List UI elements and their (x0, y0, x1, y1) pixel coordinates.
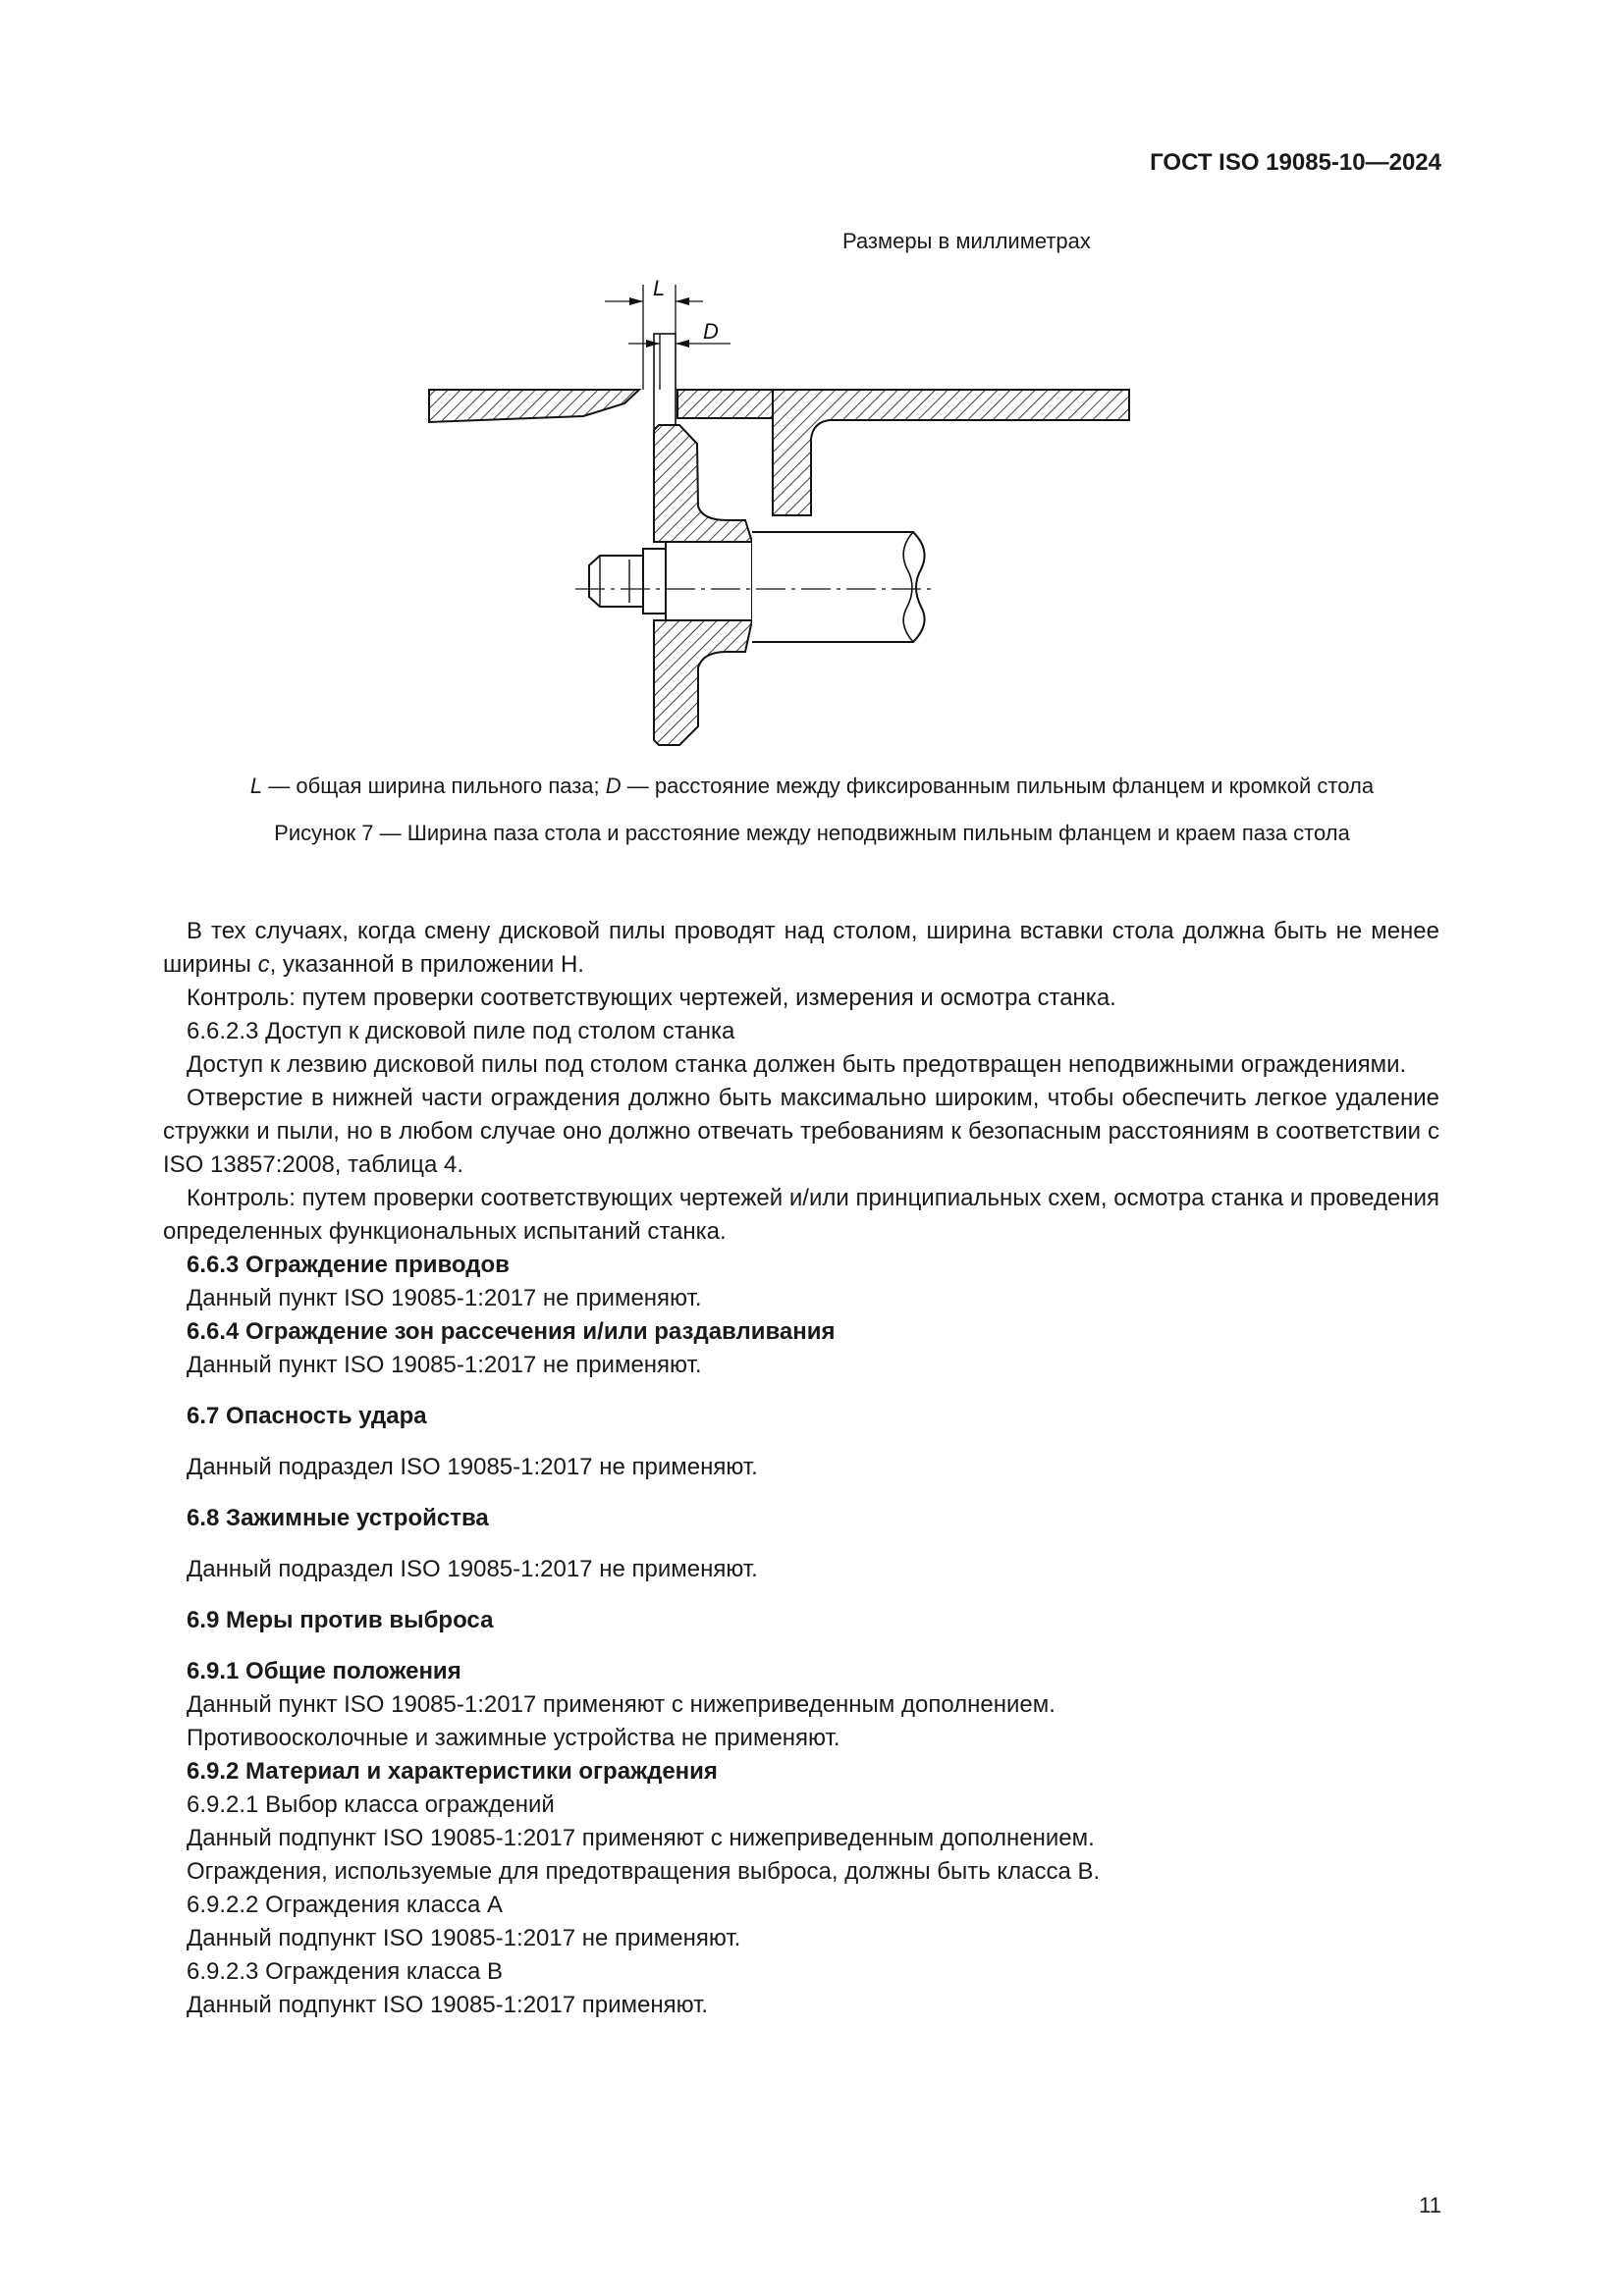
legend-D-symbol: D (605, 774, 622, 798)
subclause-title: 6.6.2.3 Доступ к дисковой пиле под столом станка (187, 1018, 735, 1044)
flange-hub (666, 542, 752, 620)
subclause-title: 6.9.2.3 Ограждения класса В (187, 1958, 504, 1985)
arbor-end (589, 556, 643, 607)
heading-6-7: 6.7 Опасность удара (187, 1403, 427, 1429)
paragraph (163, 915, 1439, 982)
paragraph: Контроль: путем проверки соответствующих чертежей и/или принципиальных схем, осмотра станка и проведения определенных функциональных испытаний станка. (163, 1185, 1439, 1245)
dimension-L-label: L (653, 276, 666, 300)
paragraph: Ограждения, используемые для предотвращения выброса, должны быть класса В. (187, 1858, 1101, 1885)
paragraph: Данный пункт ISO 19085-1:2017 не применяют. (187, 1352, 702, 1378)
paragraph: Данный пункт ISO 19085-1:2017 не применяют. (187, 1285, 702, 1311)
figure-legend (0, 774, 1624, 799)
figure-7-drawing (412, 265, 1159, 766)
figure-caption: Рисунок 7 — Ширина паза стола и расстояние между неподвижным пильным фланцем и краем паза стола (274, 821, 1350, 845)
standard-designation: ГОСТ ISO 19085-10—2024 (1150, 149, 1441, 176)
subclause-title: 6.9.2.2 Ограждения класса А (187, 1892, 504, 1918)
paragraph: Доступ к лезвию дисковой пилы под столом станка должен быть предотвращен неподвижными ограждениями. (187, 1051, 1407, 1078)
heading-6-6-3: 6.6.3 Ограждение приводов (187, 1252, 510, 1278)
paragraph: Данный подпункт ISO 19085-1:2017 применяют с нижеприведенным дополнением. (187, 1825, 1095, 1851)
subclause-title: 6.9.2.1 Выбор класса ограждений (187, 1791, 555, 1818)
fixed-flange-lower (654, 620, 752, 745)
dimension-D-label: D (703, 319, 719, 344)
heading-6-6-4: 6.6.4 Ограждение зон рассечения и/или раздавливания (187, 1318, 836, 1345)
arbor-nut (643, 549, 666, 614)
heading-6-9-1: 6.9.1 Общие положения (187, 1658, 461, 1684)
variable-c: c (257, 951, 270, 978)
paragraph-text: В тех случаях, когда смену дисковой пилы проводят над столом, ширина вставки стола должна быть не менее ширины (163, 918, 1439, 978)
page-number: 11 (1419, 2193, 1441, 2217)
arbor-shaft (752, 532, 925, 642)
paragraph: Данный подраздел ISO 19085-1:2017 не применяют. (187, 1556, 758, 1582)
paragraph: Данный пункт ISO 19085-1:2017 применяют с нижеприведенным дополнением. (187, 1691, 1056, 1718)
legend-L-symbol: L (249, 774, 263, 798)
table-left-part (429, 390, 639, 422)
fixed-flange-upper (654, 425, 752, 542)
legend-D-text: — расстояние между фиксированным пильным фланцем и кромкой стола (621, 774, 1375, 798)
paragraph-text: , указанной в приложении Н. (269, 951, 584, 978)
paragraph: Данный подпункт ISO 19085-1:2017 применяют. (187, 1992, 709, 2018)
saw-blade (654, 334, 676, 428)
legend-L-text: — общая ширина пильного паза; (262, 774, 606, 798)
main-text (163, 915, 1439, 2022)
table-right-part (773, 390, 1129, 515)
paragraph: Противоосколочные и зажимные устройства не применяют. (187, 1725, 840, 1751)
paragraph: Данный подраздел ISO 19085-1:2017 не применяют. (187, 1454, 758, 1480)
heading-6-9: 6.9 Меры против выброса (187, 1607, 494, 1633)
paragraph: Данный подпункт ISO 19085-1:2017 не применяют. (187, 1925, 741, 1951)
paragraph: Контроль: путем проверки соответствующих чертежей, измерения и осмотра станка. (187, 985, 1116, 1011)
figure-units-note: Размеры в миллиметрах (842, 229, 1091, 253)
heading-6-8: 6.8 Зажимные устройства (187, 1505, 489, 1531)
heading-6-9-2: 6.9.2 Материал и характеристики ограждения (187, 1758, 718, 1785)
table-insert (677, 390, 776, 418)
paragraph: Отверстие в нижней части ограждения должно быть максимально широким, чтобы обеспечить легкое удаление стружки и пыли, но в любом случае оно должно отвечать требованиям к безопасным расстояниям в соответствии с ISO 13857:2008, таблица 4. (163, 1085, 1439, 1178)
